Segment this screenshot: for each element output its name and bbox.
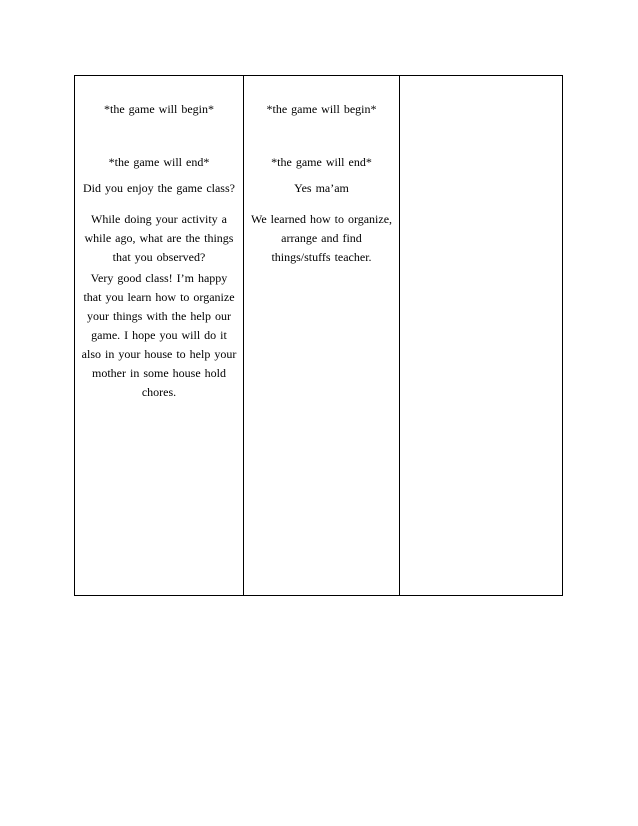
teacher-game-end: *the game will end*: [108, 155, 210, 169]
pupil-answer-enjoy: Yes ma’am: [294, 181, 349, 195]
teacher-game-begin: *the game will begin*: [104, 102, 214, 116]
teacher-question-enjoy: Did you enjoy the game class?: [83, 181, 235, 195]
teacher-closing-remarks: Very good class! I’m happy that you learn how to organize your things with the help our game. I hope you will do it also in your house to help your mother in some house hold chores.: [81, 271, 237, 399]
pupil-game-begin: *the game will begin*: [266, 102, 377, 116]
lesson-table: [74, 75, 563, 596]
pupil-answer-observed: We learned how to organize, arrange and find things/stuffs teacher.: [250, 212, 393, 264]
pupil-activity-column: [244, 76, 400, 595]
teacher-question-observed: While doing your activity a while ago, what are the things that you observed?: [84, 212, 234, 264]
empty-remarks-column: [400, 76, 562, 595]
teacher-activity-column: [75, 76, 244, 595]
pupil-game-end: *the game will end*: [271, 155, 372, 169]
